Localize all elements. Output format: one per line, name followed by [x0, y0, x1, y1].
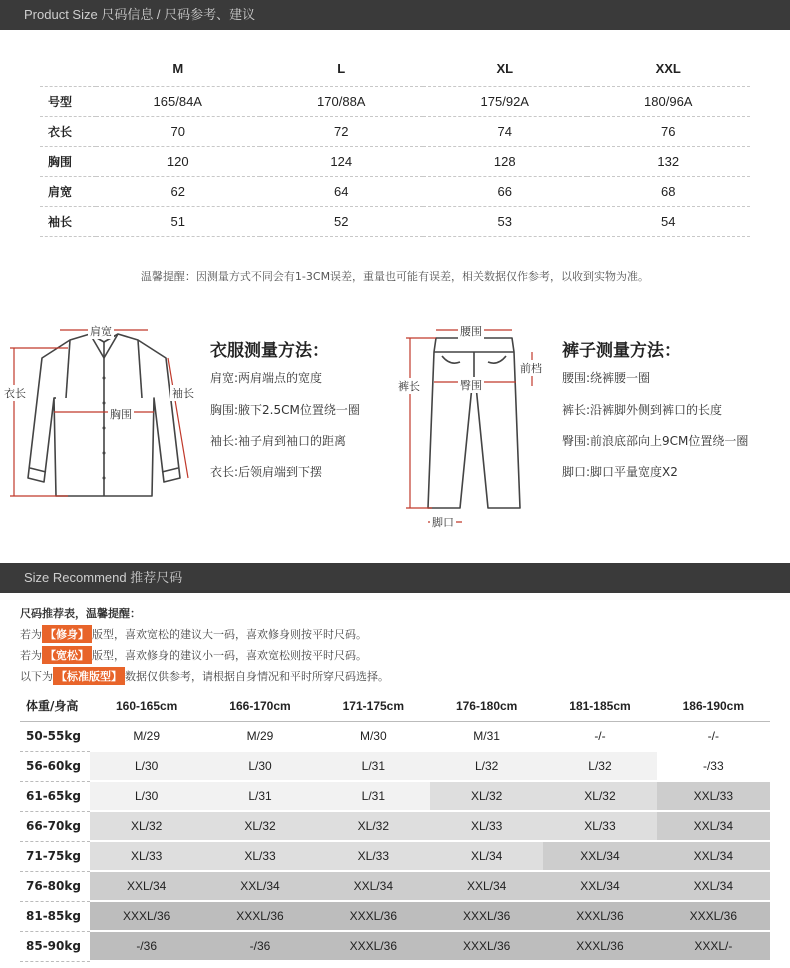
recommend-cell: XL/32: [543, 781, 656, 811]
recommend-cell: XXL/34: [543, 871, 656, 901]
size-column-header: XL: [423, 52, 587, 86]
table-cell: 53: [423, 206, 587, 236]
recommend-cell: XL/33: [430, 811, 543, 841]
table-row: [20, 781, 770, 811]
table-cell: 180/96A: [587, 86, 751, 116]
recommend-cell: XL/32: [203, 811, 316, 841]
recommend-cell: XL/33: [203, 841, 316, 871]
recommend-cell: M/31: [430, 721, 543, 751]
recommend-cell: XXL/34: [203, 871, 316, 901]
shirt-label-chest: 胸围: [110, 408, 132, 421]
table-cell: 62: [96, 176, 260, 206]
recommend-cell: XXXL/36: [430, 931, 543, 961]
recommend-cell: XL/32: [90, 811, 203, 841]
shirt-measure-line: 衣长:后领肩端到下摆: [210, 465, 323, 479]
shirt-label-sleeve: 袖长: [172, 387, 194, 400]
table-row: [40, 176, 750, 206]
recommend-cell: XXXL/36: [657, 901, 770, 931]
recommend-cell: XXL/33: [657, 781, 770, 811]
recommend-table: [20, 691, 770, 962]
recommend-cell: L/30: [90, 751, 203, 781]
recommend-cell: L/30: [90, 781, 203, 811]
table-cell: 128: [423, 146, 587, 176]
recommend-corner: 体重/身高: [20, 691, 90, 721]
table-row: [20, 901, 770, 931]
recommend-cell: M/29: [203, 721, 316, 751]
table-cell: 51: [96, 206, 260, 236]
recommend-note-slim: 若为 【修身】 版型，喜欢宽松的建议大一码，喜欢修身则按平时尺码。: [20, 625, 367, 643]
tag-loose: 【宽松】: [42, 646, 92, 664]
table-cell: 76: [587, 116, 751, 146]
recommend-cell: -/-: [657, 721, 770, 751]
recommend-cell: XL/32: [430, 781, 543, 811]
pants-measure-title: 裤子测量方法：: [562, 341, 681, 361]
recommend-cell: XXXL/-: [657, 931, 770, 961]
recommend-cell: XXL/34: [317, 871, 430, 901]
tag-slim: 【修身】: [42, 625, 92, 643]
table-cell: 74: [423, 116, 587, 146]
weight-row-label: 81-85kg: [20, 901, 90, 931]
recommend-cell: -/36: [203, 931, 316, 961]
size-table-corner: [40, 52, 96, 86]
pants-label-rise: 前档: [520, 362, 542, 375]
shirt-label-length: 衣长: [4, 387, 26, 400]
table-row: [40, 206, 750, 236]
table-cell: 170/88A: [260, 86, 424, 116]
recommend-cell: XXL/34: [90, 871, 203, 901]
shirt-measure-line: 肩宽:两肩端点的宽度: [210, 371, 323, 385]
recommend-cell: XL/33: [90, 841, 203, 871]
pants-diagram: [392, 318, 557, 533]
size-column-header: L: [260, 52, 424, 86]
height-column-header: 176-180cm: [430, 691, 543, 721]
shirt-label-shoulder: 肩宽: [90, 325, 112, 338]
table-cell: 54: [587, 206, 751, 236]
shirt-measure-line: 胸围:腋下2.5CM位置绕一圈: [210, 403, 360, 417]
pants-label-length: 裤长: [398, 380, 420, 393]
weight-row-label: 76-80kg: [20, 871, 90, 901]
weight-row-label: 85-90kg: [20, 931, 90, 961]
section-header-product-size: Product Size 尺码信息 / 尺码参考、建议: [0, 0, 790, 30]
size-column-header: XXL: [587, 52, 751, 86]
shirt-measure-title: 衣服测量方法：: [210, 341, 329, 361]
recommend-note-standard: 以下为 【标准版型】 数据仅供参考，请根据自身情况和平时所穿尺码选择。: [20, 667, 389, 685]
recommend-heading: 尺码推荐表，温馨提醒：: [20, 607, 141, 620]
table-cell: 175/92A: [423, 86, 587, 116]
weight-row-label: 56-60kg: [20, 751, 90, 781]
table-cell: 64: [260, 176, 424, 206]
recommend-cell: XXXL/36: [317, 931, 430, 961]
table-row: [20, 751, 770, 781]
pants-measure-line: 腰围:绕裤腰一圈: [562, 371, 651, 385]
section-header-size-recommend: Size Recommend 推荐尺码: [0, 563, 790, 593]
table-row: [20, 871, 770, 901]
height-column-header: 160-165cm: [90, 691, 203, 721]
recommend-cell: XXL/34: [430, 871, 543, 901]
table-row: [40, 116, 750, 146]
recommend-cell: XXXL/36: [90, 901, 203, 931]
recommend-note-loose: 若为 【宽松】 版型，喜欢修身的建议小一码，喜欢宽松则按平时尺码。: [20, 646, 367, 664]
recommend-cell: -/36: [90, 931, 203, 961]
weight-row-label: 71-75kg: [20, 841, 90, 871]
table-row: [40, 86, 750, 116]
pants-measure-line: 脚口:脚口平量宽度X2: [562, 465, 678, 479]
pants-label-hip: 臀围: [460, 379, 482, 392]
table-cell: 68: [587, 176, 751, 206]
recommend-cell: L/31: [203, 781, 316, 811]
table-cell: 52: [260, 206, 424, 236]
height-column-header: 171-175cm: [317, 691, 430, 721]
recommend-cell: L/30: [203, 751, 316, 781]
table-cell: 132: [587, 146, 751, 176]
table-cell: 70: [96, 116, 260, 146]
weight-row-label: 50-55kg: [20, 721, 90, 751]
recommend-cell: M/30: [317, 721, 430, 751]
recommend-cell: XXL/34: [657, 841, 770, 871]
recommend-cell: XXXL/36: [543, 901, 656, 931]
recommend-cell: -/33: [657, 751, 770, 781]
recommend-cell: L/31: [317, 781, 430, 811]
tag-standard: 【标准版型】: [53, 667, 125, 685]
recommend-cell: XL/33: [543, 811, 656, 841]
pants-measure-line: 臀围:前浪底部向上9CM位置绕一圈: [562, 434, 749, 448]
recommend-cell: XXXL/36: [543, 931, 656, 961]
pants-label-hem: 脚口: [432, 516, 454, 529]
row-label: 袖长: [40, 206, 96, 236]
row-label: 肩宽: [40, 176, 96, 206]
table-cell: 66: [423, 176, 587, 206]
height-column-header: 181-185cm: [543, 691, 656, 721]
recommend-cell: -/-: [543, 721, 656, 751]
table-row: [20, 931, 770, 961]
recommend-cell: L/32: [543, 751, 656, 781]
table-row: [40, 146, 750, 176]
shirt-measure-line: 袖长:袖子肩到袖口的距离: [210, 434, 347, 448]
recommend-cell: XL/33: [317, 841, 430, 871]
weight-row-label: 61-65kg: [20, 781, 90, 811]
recommend-cell: XXL/34: [543, 841, 656, 871]
pants-label-waist: 腰围: [460, 325, 482, 338]
row-label: 号型: [40, 86, 96, 116]
recommend-cell: XXXL/36: [317, 901, 430, 931]
table-cell: 120: [96, 146, 260, 176]
recommend-cell: XXL/34: [657, 811, 770, 841]
recommend-cell: XXXL/36: [203, 901, 316, 931]
table-cell: 72: [260, 116, 424, 146]
shirt-diagram: [8, 318, 203, 518]
recommend-cell: XL/34: [430, 841, 543, 871]
table-cell: 124: [260, 146, 424, 176]
recommend-cell: XL/32: [317, 811, 430, 841]
row-label: 衣长: [40, 116, 96, 146]
recommend-cell: L/31: [317, 751, 430, 781]
recommend-cell: L/32: [430, 751, 543, 781]
table-row: [20, 841, 770, 871]
height-column-header: 186-190cm: [657, 691, 770, 721]
measurement-tip: 温馨提醒：因测量方式不同会有1-3CM误差，重量也可能有误差，相关数据仅作参考，以收到实物为准。: [140, 270, 650, 283]
recommend-cell: XXL/34: [657, 871, 770, 901]
table-cell: 165/84A: [96, 86, 260, 116]
size-table: [40, 52, 750, 237]
height-column-header: 166-170cm: [203, 691, 316, 721]
row-label: 胸围: [40, 146, 96, 176]
recommend-cell: M/29: [90, 721, 203, 751]
recommend-cell: XXXL/36: [430, 901, 543, 931]
table-row: [20, 811, 770, 841]
table-row: [20, 721, 770, 751]
weight-row-label: 66-70kg: [20, 811, 90, 841]
size-column-header: M: [96, 52, 260, 86]
pants-measure-line: 裤长:沿裤脚外侧到裤口的长度: [562, 403, 723, 417]
